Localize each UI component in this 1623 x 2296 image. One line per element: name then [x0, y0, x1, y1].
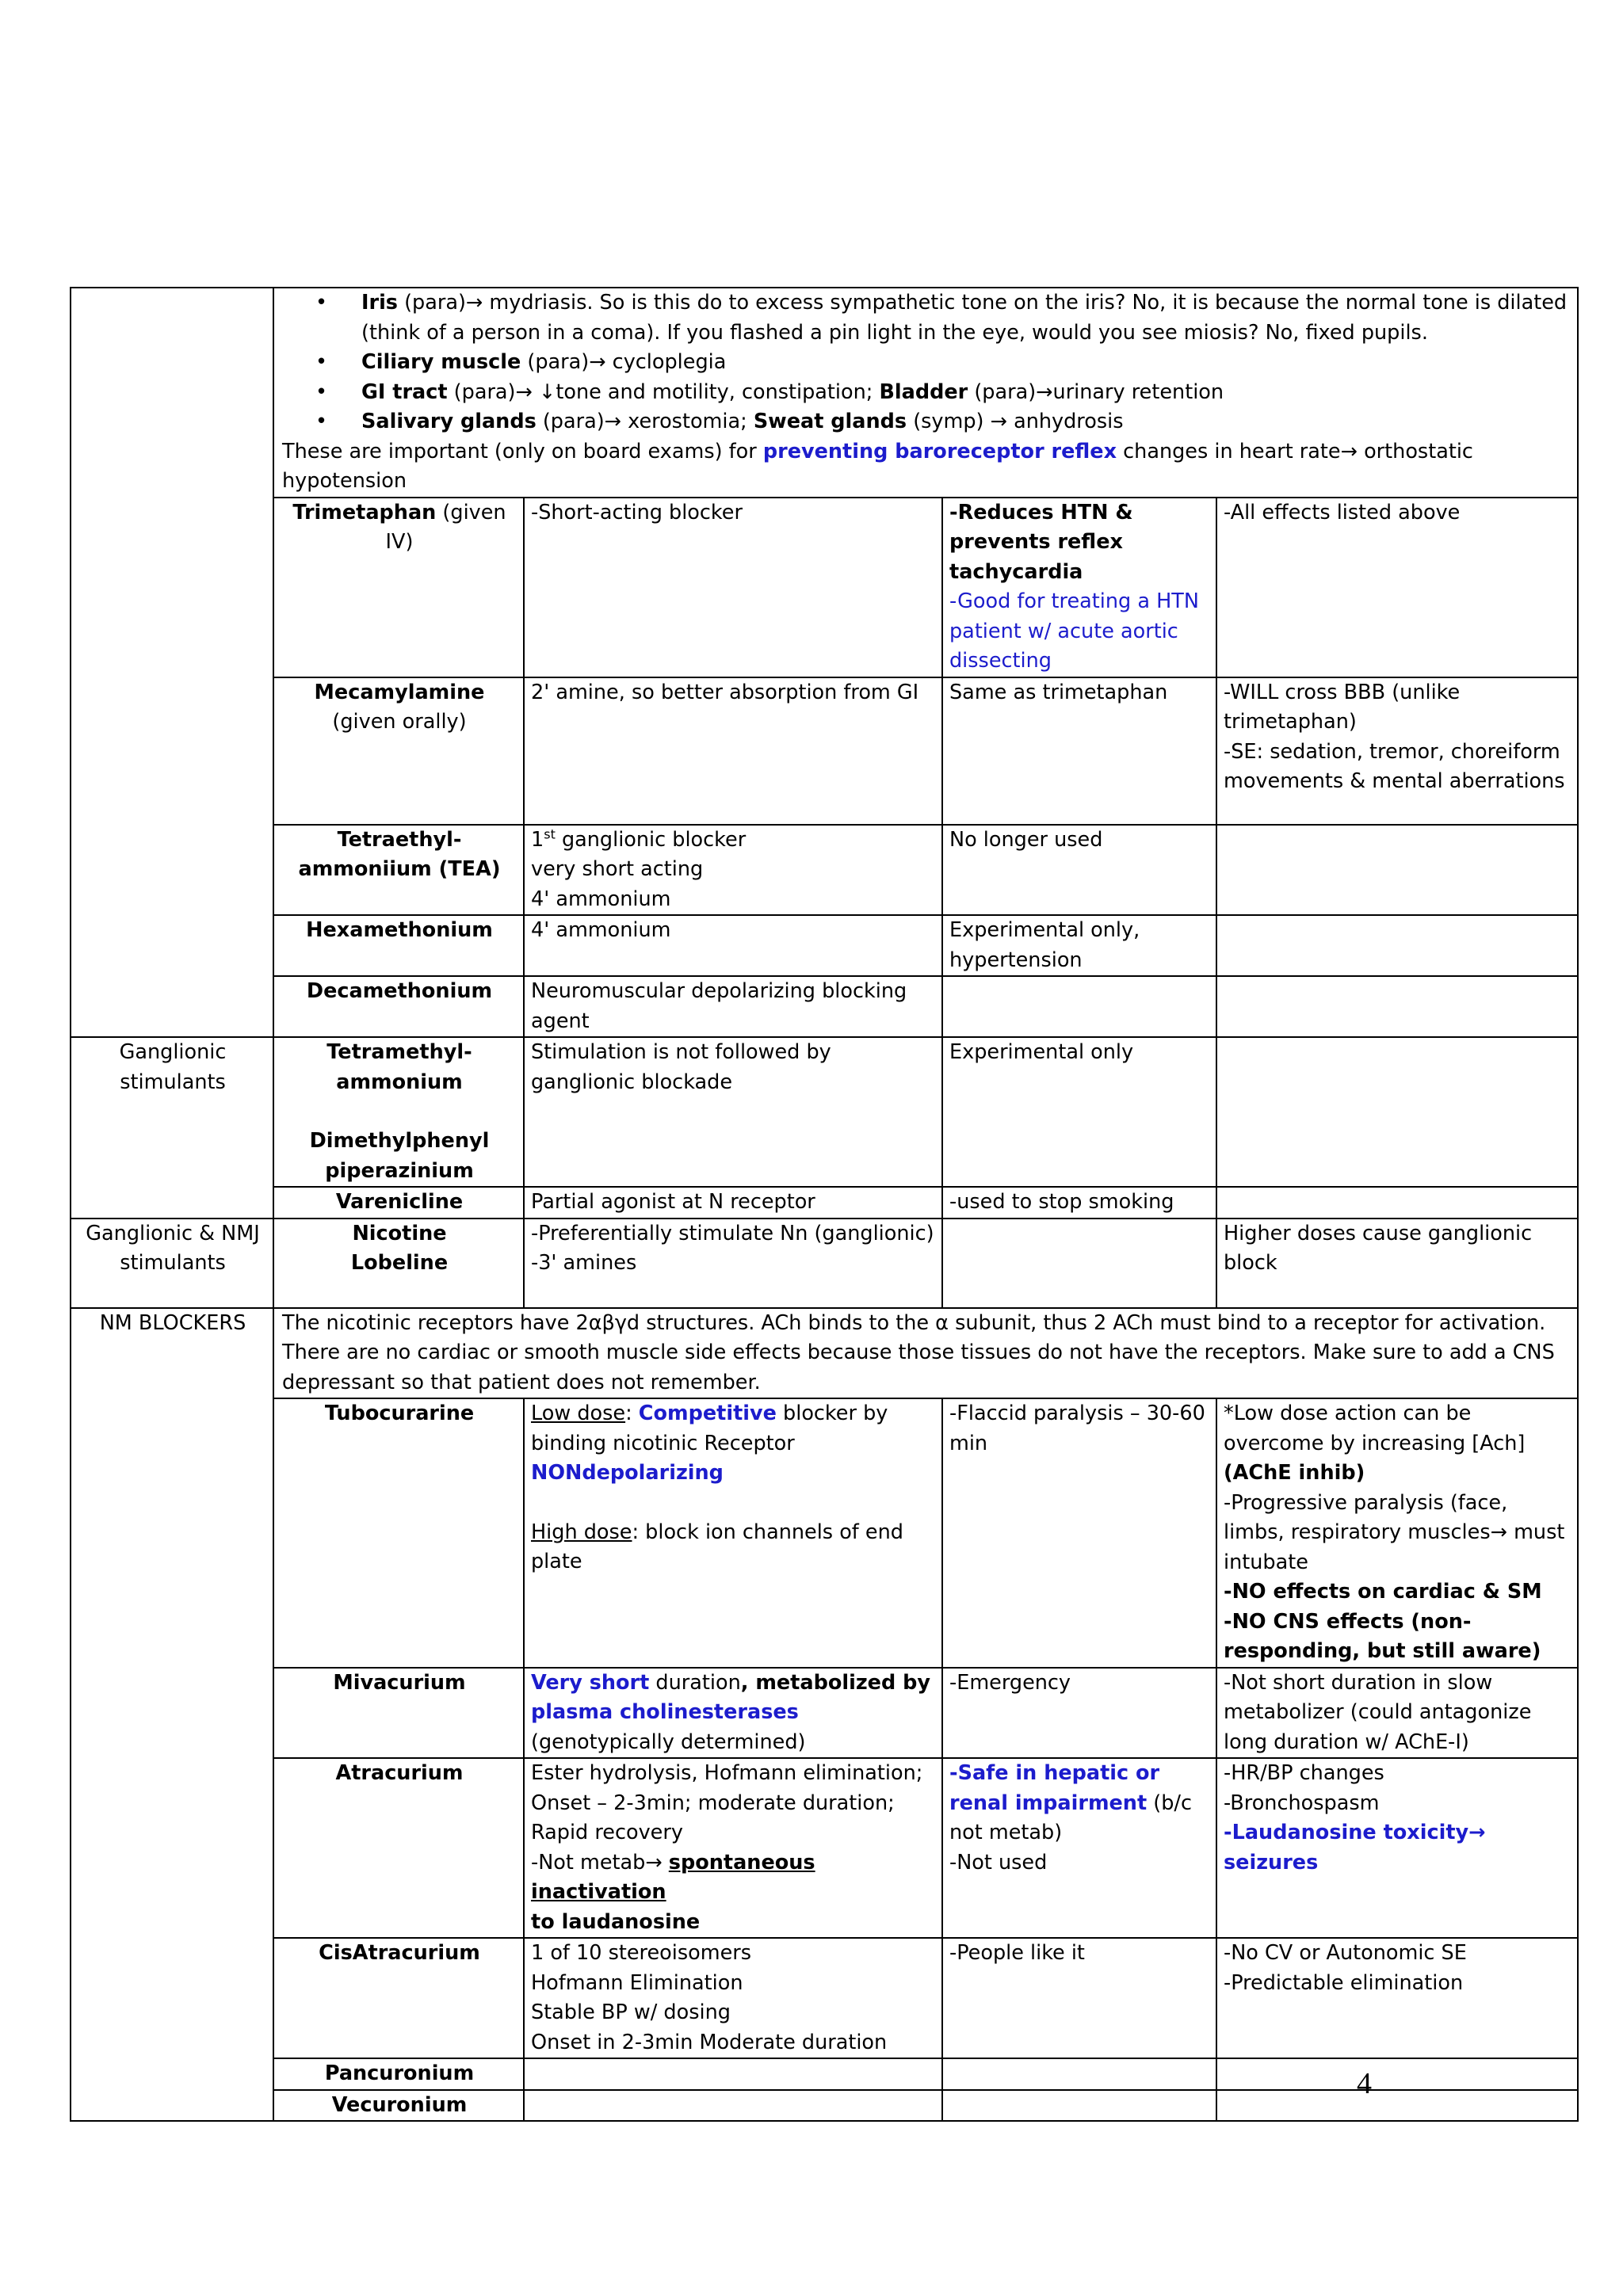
list-item [361, 288, 1572, 348]
drug-cell: Varenicline [273, 1187, 524, 1219]
class-cell-blank [71, 288, 273, 1037]
drug-name: Nicotine [352, 1221, 447, 1245]
table-row [71, 1187, 1578, 1219]
note-line: (AChE inhib) [1224, 1461, 1365, 1485]
table-row [71, 1398, 1578, 1668]
drug-cell: Pancuronium [273, 2058, 524, 2090]
use-highlight: -Good for treating a HTN patient w/ acute aortic dissecting [949, 589, 1199, 673]
board-note [274, 437, 1572, 497]
table-row [71, 1668, 1578, 1759]
mech-line: Onset – 2-3min; moderate duration; [531, 1791, 895, 1815]
table-row [71, 1037, 1578, 1187]
table-row [71, 498, 1578, 677]
drug-name: Dimethylphenyl piperazinium [309, 1129, 490, 1183]
use-cell [942, 1219, 1216, 1308]
list-item [361, 348, 1572, 378]
mech-line [531, 1848, 937, 1908]
dose-label: High dose [531, 1520, 632, 1544]
ordinal-suffix: st [544, 826, 556, 841]
note-line: -No CV or Autonomic SE [1224, 1941, 1467, 1965]
mech-line: 1 of 10 stereoisomers [531, 1941, 752, 1965]
mech-line: Stable BP w/ dosing [531, 2000, 731, 2024]
list-item [361, 407, 1572, 437]
mech-text: ganglionic blocker [555, 827, 747, 852]
use-cell: Experimental only [942, 1037, 1216, 1187]
mech-line: -Preferentially stimulate Nn (ganglionic) [531, 1221, 934, 1245]
note-line: -SE: sedation, tremor, choreiform movements & mental aberrations [1224, 739, 1565, 793]
notes-cell [1216, 976, 1578, 1037]
drug-route: (given IV) [385, 500, 506, 554]
effects-list [274, 288, 1572, 437]
note-line: *Low dose action can be overcome by increasing [Ach] [1224, 1402, 1526, 1455]
use-cell [942, 2090, 1216, 2122]
term: Bladder [879, 379, 968, 404]
use-cell: Experimental only, hypertension [942, 915, 1216, 976]
mech-line: to laudanosine [531, 1909, 701, 1934]
mechanism-cell: Neuromuscular depolarizing blocking agent [524, 976, 942, 1037]
mech-text: : [625, 1402, 639, 1425]
note-highlight: -Laudanosine toxicity→ seizures [1224, 1821, 1486, 1875]
mech-text: , metabolized by [740, 1670, 930, 1695]
use-cell: -used to stop smoking [942, 1187, 1216, 1219]
drug-cell: Atracurium [273, 1758, 524, 1938]
drug-cell: Hexamethonium [273, 915, 524, 976]
table-row [71, 2090, 1578, 2122]
note-text: changes in heart rate→ orthostatic hypotension [282, 439, 1473, 493]
intro-cell [273, 288, 1578, 498]
drug-name: Lobeline [350, 1251, 449, 1275]
mech-line: -3' amines [531, 1251, 637, 1275]
notes-cell [1216, 1758, 1578, 1938]
term: GI tract [361, 379, 448, 404]
mechanism-cell: Partial agonist at N receptor [524, 1187, 942, 1219]
mech-line [531, 826, 937, 856]
term: Salivary glands [361, 410, 537, 433]
mech-line: Onset in 2-3min Moderate duration [531, 2030, 888, 2054]
notes-cell [1216, 677, 1578, 825]
drug-name: Trimetaphan [292, 500, 437, 524]
use-cell: No longer used [942, 825, 1216, 916]
drug-cell: Tetraethyl-ammoniium (TEA) [273, 825, 524, 916]
mechanism-cell: 4' ammonium [524, 915, 942, 976]
mech-line: Ester hydrolysis, Hofmann elimination; [531, 1761, 923, 1785]
mechanism-cell [524, 1938, 942, 2058]
effect-text: (para)→ xerostomia; [536, 410, 754, 433]
nm-intro-cell: The nicotinic receptors have 2αβγd structures. ACh binds to the α subunit, thus 2 ACh must bind to a receptor for activation. There are no cardiac or smooth muscle side effects because those tissues do not have the receptors. Make sure to add a CNS depressant so that patient does not remember. [273, 1308, 1578, 1399]
mech-highlight: Competitive [638, 1402, 777, 1425]
effect-text: (para)→ mydriasis. So is this do to excess sympathetic tone on the iris? No, it is because the normal tone is dilated (think of a person in a coma). If you flashed a pin light in the eye, would you see miosis? No, fixed pupils. [361, 291, 1568, 345]
class-cell: Ganglionic & NMJ stimulants [71, 1219, 273, 1308]
notes-cell [1216, 825, 1578, 916]
mechanism-cell [524, 1758, 942, 1938]
mech-line: very short acting [531, 857, 704, 881]
drug-cell [273, 677, 524, 825]
mechanism-cell [524, 1398, 942, 1668]
drug-route: (given orally) [332, 710, 467, 734]
mech-highlight: NONdepolarizing [531, 1461, 724, 1485]
class-cell: NM BLOCKERS [71, 1308, 273, 2122]
drug-name: Tetramethyl-ammonium [327, 1040, 472, 1094]
list-item [361, 378, 1572, 408]
mech-line [531, 1518, 937, 1577]
class-cell: Ganglionic stimulants [71, 1037, 273, 1219]
effect-text: (para)→ cycloplegia [521, 350, 727, 374]
mechanism-cell [524, 1668, 942, 1759]
table-row [71, 677, 1578, 825]
drug-cell: Tubocurarine [273, 1398, 524, 1668]
effect-text: (para)→ ↓tone and motility, constipation; [447, 379, 880, 404]
mechanism-cell [524, 1219, 942, 1308]
notes-cell [1216, 1037, 1578, 1187]
notes-cell [1216, 2090, 1578, 2122]
mechanism-cell [524, 825, 942, 916]
table-row [71, 1758, 1578, 1938]
effect-text: (symp) → anhydrosis [907, 410, 1124, 433]
note-line: -WILL cross BBB (unlike trimetaphan) [1224, 680, 1461, 734]
mech-line: Rapid recovery [531, 1821, 683, 1844]
table-row [71, 288, 1578, 498]
drug-name: Mecamylamine [314, 680, 485, 704]
mech-text: -Not metab→ [531, 1850, 669, 1875]
use-cell: -Flaccid paralysis – 30-60 min [942, 1398, 1216, 1668]
mech-highlight: plasma cholinesterases [531, 1700, 799, 1724]
use-cell [942, 2058, 1216, 2090]
mechanism-cell: -Short-acting blocker [524, 498, 942, 677]
table-row [71, 825, 1578, 916]
use-cell: -Emergency [942, 1668, 1216, 1759]
table-row [71, 1938, 1578, 2058]
notes-cell [1216, 1938, 1578, 2058]
mech-line: 4' ammonium [531, 887, 671, 911]
drug-cell [273, 498, 524, 677]
term: Sweat glands [753, 410, 907, 433]
note-line: -Bronchospasm [1224, 1791, 1380, 1815]
drug-cell [273, 1037, 524, 1187]
note-highlight: preventing baroreceptor reflex [762, 439, 1117, 463]
mechanism-cell: Stimulation is not followed by ganglionic blockade [524, 1037, 942, 1187]
notes-cell: -All effects listed above [1216, 498, 1578, 677]
notes-cell: -Not short duration in slow metabolizer (could antagonize long duration w/ AChE-I) [1216, 1668, 1578, 1759]
use-cell [942, 1758, 1216, 1938]
table-row [71, 2058, 1578, 2090]
notes-cell [1216, 1187, 1578, 1219]
use-cell [942, 976, 1216, 1037]
effect-text: (para)→urinary retention [968, 379, 1224, 404]
table-row [71, 1219, 1578, 1308]
term: Ciliary muscle [361, 350, 521, 374]
drug-cell: Mivacurium [273, 1668, 524, 1759]
note-line: -Progressive paralysis (face, limbs, respiratory muscles→ must intubate [1224, 1490, 1565, 1574]
notes-cell [1216, 915, 1578, 976]
notes-cell [1216, 1398, 1578, 1668]
notes-cell: Higher doses cause ganglionic block [1216, 1219, 1578, 1308]
notes-cell [1216, 2058, 1578, 2090]
mech-text: : block ion channels of end plate [531, 1520, 903, 1573]
table-row [71, 1308, 1578, 1399]
note-line: -NO effects on cardiac & SM [1224, 1580, 1542, 1604]
use-text: -Reduces HTN & prevents reflex tachycardia [949, 500, 1133, 584]
mech-highlight: Very short [531, 1670, 650, 1695]
page-number: 4 [1357, 2067, 1372, 2100]
mech-line: Hofmann Elimination [531, 1970, 743, 1995]
mech-highlight: spontaneous inactivation [531, 1850, 815, 1904]
mechanism-cell [524, 2090, 942, 2122]
note-line: -NO CNS effects (non-responding, but still aware) [1224, 1609, 1541, 1663]
use-text: -Not used [949, 1850, 1048, 1875]
mech-text: 1 [531, 827, 544, 852]
use-cell: Same as trimetaphan [942, 677, 1216, 825]
term: Iris [361, 291, 398, 315]
pharmacology-table [70, 287, 1579, 2122]
table-row [71, 915, 1578, 976]
use-cell: -People like it [942, 1938, 1216, 2058]
mechanism-cell [524, 2058, 942, 2090]
drug-cell: Decamethonium [273, 976, 524, 1037]
table-row [71, 976, 1578, 1037]
drug-cell [273, 1219, 524, 1308]
drug-cell: CisAtracurium [273, 1938, 524, 2058]
mech-text: duration [649, 1670, 741, 1695]
mech-text: (genotypically determined) [531, 1730, 806, 1754]
use-text: (b/c not metab) [949, 1791, 1193, 1844]
note-line: -Predictable elimination [1224, 1970, 1464, 1995]
drug-cell: Vecuronium [273, 2090, 524, 2122]
mech-line [531, 1399, 937, 1459]
note-line: -HR/BP changes [1224, 1761, 1384, 1785]
use-highlight: -Safe in hepatic or renal impairment [949, 1761, 1160, 1815]
note-text: These are important (only on board exams) for [282, 439, 763, 463]
mechanism-cell: 2' amine, so better absorption from GI [524, 677, 942, 825]
use-cell [942, 498, 1216, 677]
mech-text: blocker by binding nicotinic Receptor [531, 1402, 888, 1455]
dose-label: Low dose [531, 1402, 626, 1425]
